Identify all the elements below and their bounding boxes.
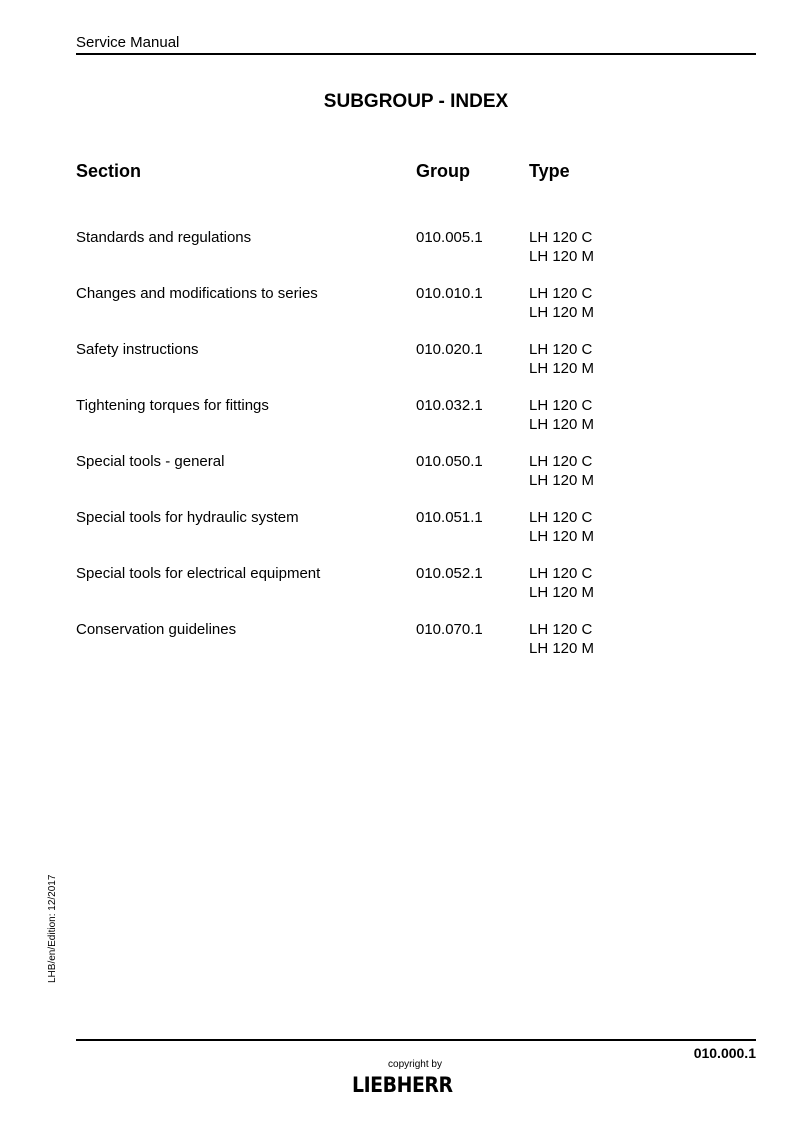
row-group: 010.052.1 — [416, 565, 483, 582]
row-type: LH 120 M — [529, 303, 595, 321]
row-group: 010.010.1 — [416, 285, 483, 302]
row-group: 010.020.1 — [416, 341, 483, 358]
row-type: LH 120 M — [529, 639, 595, 657]
row-type-list — [529, 229, 594, 266]
row-group: 010.032.1 — [416, 397, 483, 414]
copyright-text: copyright by — [388, 1059, 442, 1070]
index-row — [0, 285, 794, 325]
row-group: 010.070.1 — [416, 621, 483, 638]
row-type: LH 120 M — [529, 247, 595, 265]
row-section: Standards and regulations — [76, 229, 252, 246]
row-type-list — [529, 509, 594, 546]
index-row — [0, 341, 794, 381]
liebherr-logo: LIEBHERR — [352, 1073, 453, 1097]
row-type-list — [529, 621, 594, 658]
row-type-list — [529, 453, 594, 490]
row-group: 010.050.1 — [416, 453, 483, 470]
row-type-list — [529, 341, 594, 378]
index-row — [0, 621, 794, 661]
row-type: LH 120 C — [529, 565, 593, 582]
column-header-type: Type — [529, 161, 570, 181]
row-group: 010.051.1 — [416, 509, 483, 526]
row-type: LH 120 M — [529, 527, 595, 545]
edition-note: LHB/en/Edition: 12/2017 — [47, 874, 58, 983]
row-type: LH 120 C — [529, 509, 593, 526]
row-type-list — [529, 285, 594, 322]
row-type: LH 120 C — [529, 229, 593, 246]
column-header-section: Section — [76, 161, 142, 181]
index-row — [0, 509, 794, 549]
row-group: 010.005.1 — [416, 229, 483, 246]
row-type: LH 120 M — [529, 415, 595, 433]
header-title: Service Manual — [76, 34, 180, 51]
document-number: 010.000.1 — [693, 1045, 756, 1061]
row-section: Safety instructions — [76, 341, 199, 358]
page-title: SUBGROUP - INDEX — [323, 91, 509, 112]
row-type: LH 120 C — [529, 341, 593, 358]
row-section: Conservation guidelines — [76, 621, 237, 638]
footer-divider — [76, 1039, 756, 1041]
row-type: LH 120 M — [529, 471, 595, 489]
index-row — [0, 397, 794, 437]
index-row — [0, 565, 794, 605]
row-type: LH 120 M — [529, 359, 595, 377]
row-section: Special tools for electrical equipment — [76, 565, 321, 582]
row-type: LH 120 C — [529, 397, 593, 414]
column-header-group: Group — [416, 161, 470, 181]
header-divider — [76, 53, 756, 55]
row-section: Special tools - general — [76, 453, 225, 470]
row-section: Tightening torques for fittings — [76, 397, 269, 414]
row-section: Changes and modifications to series — [76, 285, 318, 302]
row-section: Special tools for hydraulic system — [76, 509, 299, 526]
row-type-list — [529, 565, 594, 602]
row-type: LH 120 C — [529, 621, 593, 638]
row-type: LH 120 M — [529, 583, 595, 601]
index-row — [0, 453, 794, 493]
row-type: LH 120 C — [529, 453, 593, 470]
row-type: LH 120 C — [529, 285, 593, 302]
row-type-list — [529, 397, 594, 434]
index-row — [0, 229, 794, 269]
